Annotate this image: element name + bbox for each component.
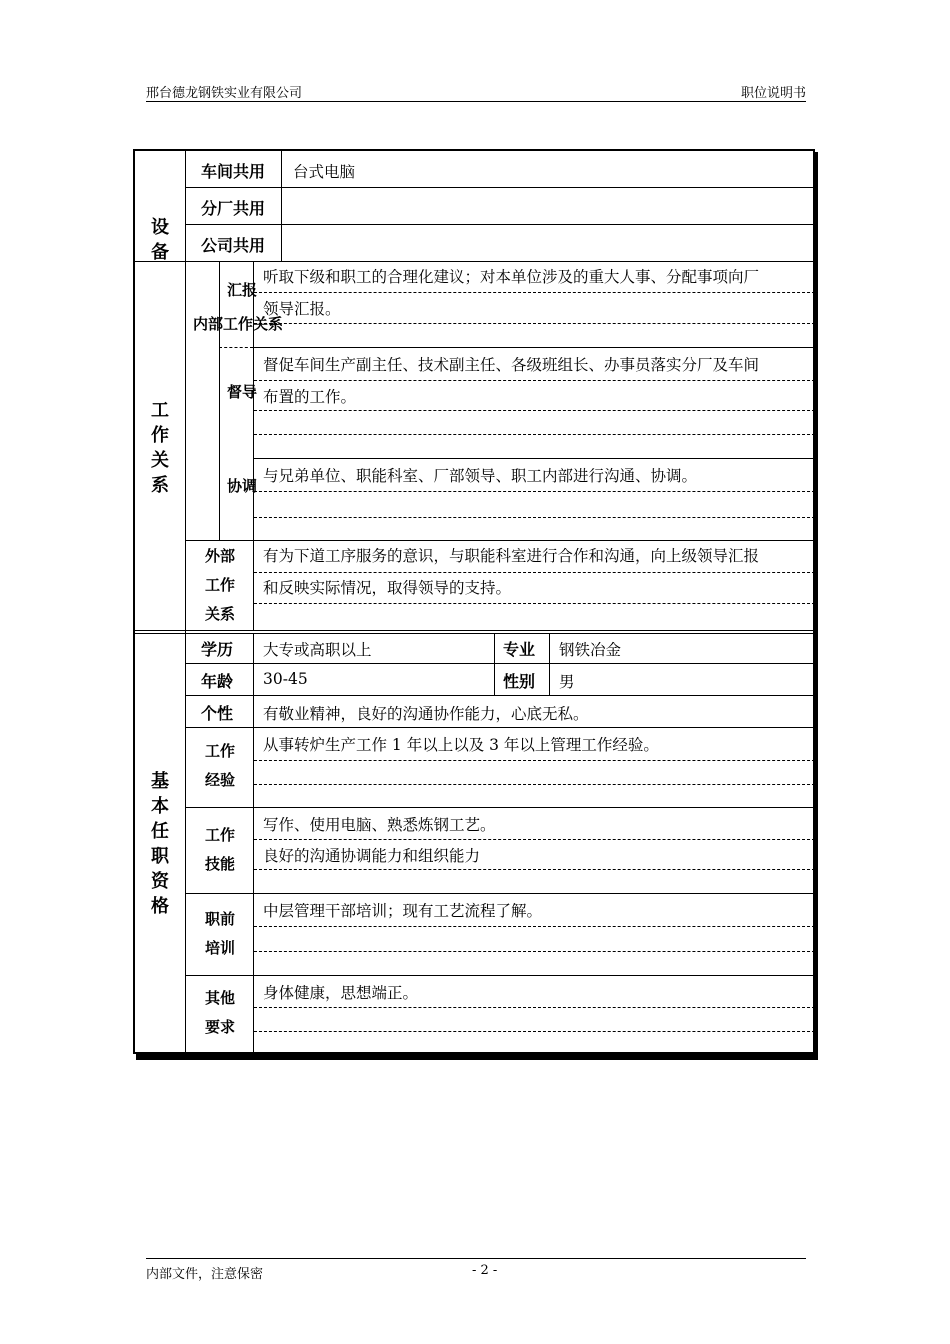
external-line-1: 有为下道工序服务的意识，与职能科室进行合作和沟通，向上级领导汇报 (263, 547, 760, 565)
equipment-label-workshop: 车间共用 (201, 162, 266, 181)
confidential-note: 内部文件，注意保密 (146, 1267, 264, 1282)
page-number: - 2 - (472, 1263, 498, 1278)
major-value: 钢铁冶金 (559, 641, 622, 659)
other-line-1: 身体健康，思想端正。 (263, 984, 419, 1002)
training-label: 职前 培训 (204, 910, 235, 957)
skills-line-2: 良好的沟通协调能力和组织能力 (263, 847, 481, 865)
external-label: 外部 工作 关系 (204, 547, 235, 623)
table-shadow (815, 152, 818, 1060)
skills-line-1: 写作、使用电脑、熟悉炼钢工艺。 (263, 816, 496, 834)
equipment-label-company: 公司共用 (201, 236, 266, 255)
page-header (146, 80, 806, 102)
job-description-table (133, 149, 815, 1054)
report-line-1: 听取下级和职工的合理化建议；对本单位涉及的重大人事、分配事项向厂 (263, 268, 760, 286)
company-name: 邢台德龙钢铁实业有限公司 (146, 86, 303, 101)
age-value: 30-45 (263, 670, 308, 688)
supervise-label: 督导 (227, 383, 258, 401)
education-value: 大专或高职以上 (263, 641, 372, 659)
internal-relations-label: 内部工作关系 (193, 315, 284, 333)
personality-value: 有敬业精神，良好的沟通协作能力，心底无私。 (263, 705, 589, 723)
personality-label: 个性 (201, 704, 234, 723)
report-line-2: 领导汇报。 (263, 300, 341, 318)
external-line-2: 和反映实际情况，取得领导的支持。 (263, 579, 512, 597)
qualifications-section-label: 基本任职资格 (151, 771, 169, 917)
age-label: 年龄 (201, 672, 234, 691)
work-relations-section-label: 工作关系 (151, 400, 169, 496)
gender-value: 男 (559, 673, 575, 691)
coordinate-label: 协调 (227, 477, 258, 495)
equipment-section-label: 设备 (151, 217, 169, 263)
experience-label: 工作 经验 (204, 742, 235, 789)
major-label: 专业 (503, 640, 536, 659)
skills-label: 工作 技能 (204, 826, 235, 873)
gender-label: 性别 (503, 672, 536, 691)
equipment-value-workshop: 台式电脑 (293, 163, 356, 181)
supervise-line-2: 布置的工作。 (263, 388, 357, 406)
other-requirements-label: 其他 要求 (204, 989, 235, 1036)
training-line-1: 中层管理干部培训；现有工艺流程了解。 (263, 902, 543, 920)
supervise-line-1: 督促车间生产副主任、技术副主任、各级班组长、办事员落实分厂及车间 (263, 356, 760, 374)
education-label: 学历 (201, 640, 234, 659)
experience-line-1: 从事转炉生产工作 1 年以上以及 3 年以上管理工作经验。 (263, 736, 659, 754)
page-footer (146, 1258, 806, 1282)
report-label: 汇报 (227, 281, 258, 299)
doc-title: 职位说明书 (740, 86, 806, 101)
equipment-label-branch: 分厂共用 (201, 199, 266, 218)
table-shadow (136, 1054, 818, 1060)
coordinate-line-1: 与兄弟单位、职能科室、厂部领导、职工内部进行沟通、协调。 (263, 467, 698, 485)
